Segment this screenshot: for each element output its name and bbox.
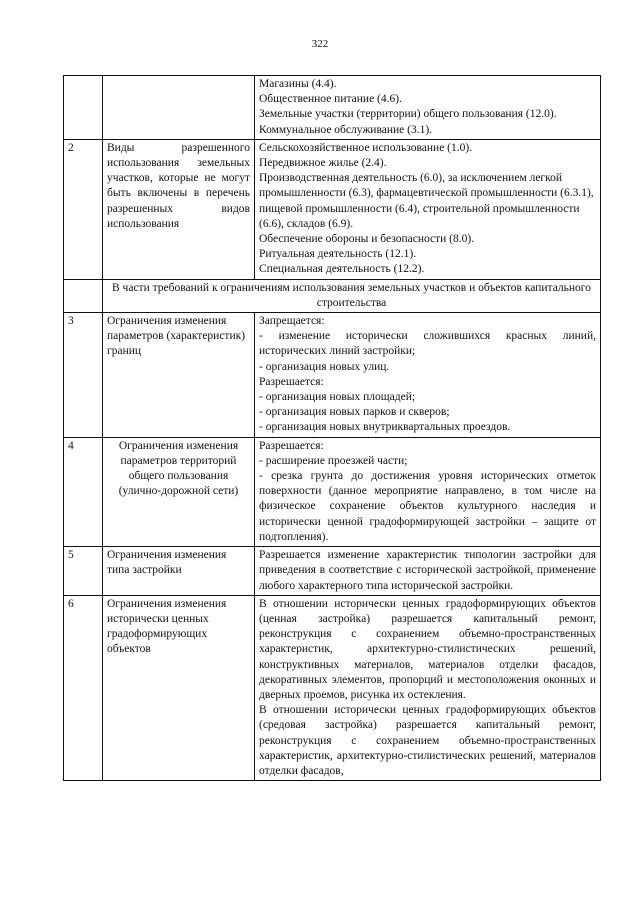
row-text-cell (255, 76, 601, 140)
row-text-cell (255, 595, 601, 780)
row-name-cell: Ограничения изменения исторически ценных градоформирующих объектов (103, 595, 255, 780)
table-row (64, 76, 601, 140)
list-item: - организация новых улиц. (259, 360, 390, 373)
list-item: - организация новых парков и скверов; (259, 406, 450, 419)
list-item: Передвижное жилье (2.4). (259, 157, 387, 170)
table-row (64, 547, 601, 596)
list-item: Разрешается: (259, 439, 324, 452)
table-row (64, 139, 601, 279)
section-header-row (64, 279, 601, 312)
row-name-cell: Виды разрешенного использования земельных участков, которые не могут быть включены в перечень разрешенных видов использования (103, 139, 255, 279)
list-item: - расширение проезжей части; (259, 454, 408, 467)
row-name-cell: Ограничения изменения типа застройки (103, 547, 255, 596)
list-item: В отношении исторически ценных градоформирующих объектов (средовая застройка) разрешается капитальный ремонт, реконструкция с сохранением объемно-пространственных характеристик, архитектурно-стилистических решений, материалов отделки фасадов, (259, 704, 596, 777)
list-item: - изменение исторически сложившихся красных линий, исторических линий застройки; (259, 330, 596, 358)
list-item: Специальная деятельность (12.2). (259, 263, 425, 276)
row-number-cell: 3 (64, 313, 103, 438)
row-name-cell: Ограничения изменения параметров территорий общего пользования (улично-дорожной сети) (103, 437, 255, 546)
list-item: Земельные участки (территории) общего пользования (12.0). (259, 108, 557, 121)
row-text-cell (255, 437, 601, 546)
table-row (64, 595, 601, 780)
row-text-cell (255, 547, 601, 596)
row-number-cell (64, 76, 103, 140)
row-number-cell (64, 279, 103, 312)
list-item: Сельскохозяйственное использование (1.0). (259, 141, 473, 154)
row-text-cell (255, 313, 601, 438)
row-number-cell: 4 (64, 437, 103, 546)
table-row (64, 437, 601, 546)
list-item: Ритуальная деятельность (12.1). (259, 248, 417, 261)
row-number-cell: 2 (64, 139, 103, 279)
list-item: Магазины (4.4). (259, 78, 337, 90)
list-item: - срезка грунта до достижения уровня исторических отметок поверхности (данное мероприятие направлено, в том числе на физическое сохранение объектов культурного наследия и исторически ценной градоформирующей застройки – защите от подтопления). (259, 470, 596, 543)
list-item: Разрешается изменение характеристик типологии застройки для приведения в соответствие с исторической застройкой, применение любого характерного типа исторической застройки. (259, 549, 596, 592)
row-name-cell (103, 76, 255, 140)
list-item: Коммунальное обслуживание (3.1). (259, 123, 433, 136)
row-text-cell (255, 139, 601, 279)
list-item: Разрешается: (259, 375, 324, 388)
table-row (64, 313, 601, 438)
section-header: В части требований к ограничениям использования земельных участков и объектов капитального строительства (103, 279, 601, 312)
page-number: 322 (311, 38, 329, 50)
list-item: - организация новых внутриквартальных проездов. (259, 421, 511, 434)
row-number-cell: 6 (64, 595, 103, 780)
requirements-table (63, 75, 601, 781)
list-item: Запрещается: (259, 315, 325, 328)
list-item: Общественное питание (4.6). (259, 93, 402, 106)
list-item: Производственная деятельность (6.0), за исключением легкой промышленности (6.3), фармацевтической промышленности (6.3.1), пищевой промышленности (6.4), строительной промышленности (6.6), складов (6.9). (259, 172, 594, 230)
row-name-cell: Ограничения изменения параметров (характеристик) границ (103, 313, 255, 438)
list-item: В отношении исторически ценных градоформирующих объектов (ценная застройка) разрешается капитальный ремонт, реконструкция с сохранением объемно-пространственных характеристик, архитектурно-стилистических решений, конструктивных материалов, материалов отделки фасадов, декоративных элементов, пропорций и местоположения оконных и дверных проемов, рисунка их остекления. (259, 597, 596, 701)
row-number-cell: 5 (64, 547, 103, 596)
list-item: - организация новых площадей; (259, 391, 416, 404)
list-item: Обеспечение обороны и безопасности (8.0). (259, 233, 475, 246)
